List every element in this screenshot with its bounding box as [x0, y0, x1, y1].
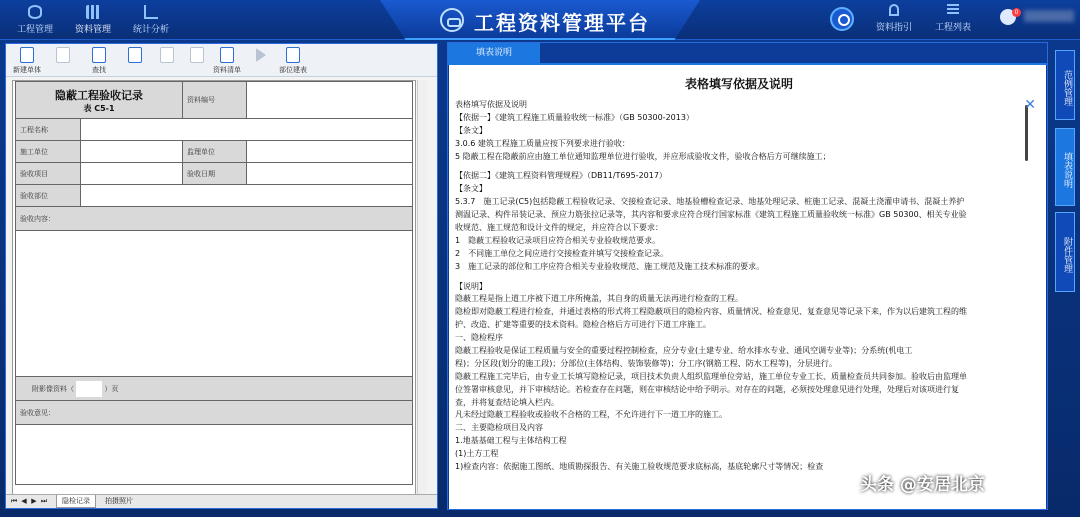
list-icon — [947, 4, 959, 16]
acceptance-date-label: 验收日期 — [183, 163, 247, 185]
instruction-line: 隐检即对隐蔽工程进行检查，并通过表格的形式将工程隐蔽项目的隐检内容、质量情况、检查意见、复查意见等记录下来，作为以后建筑工程的维 — [455, 307, 967, 317]
copy-button[interactable] — [180, 47, 214, 75]
instruction-line: 表格填写依据及说明 — [455, 100, 527, 109]
headset-icon[interactable] — [830, 7, 854, 31]
opinion-label: 验收意见： — [16, 401, 413, 425]
tab-examples[interactable]: 范例管理 — [1055, 50, 1075, 120]
prev-sheet-icon[interactable]: ◀ — [21, 497, 27, 505]
instruction-line: 1 隐蔽工程验收记录项目应符合相关专业验收规范要求。 — [455, 235, 661, 245]
acceptance-date-field[interactable] — [247, 163, 413, 185]
instructions-title: 表格填写依据及说明 — [684, 77, 793, 91]
title-block — [380, 0, 700, 40]
form-document — [12, 80, 416, 496]
grid-table-icon — [286, 47, 300, 63]
chart-icon — [144, 5, 158, 19]
instruction-line: 隐蔽工程验收是保证工程质量与安全的重要过程控制检查，应分专业(土建专业、给水排水专业、通风空调专业等)；分系统(机电工 — [455, 346, 913, 356]
database-icon — [28, 5, 42, 19]
instruction-line: 5 隐蔽工程在隐蔽前应由施工单位通知监理单位进行验收，并应形成验收文件，验收合格后方可继续施工； — [455, 151, 831, 161]
instruction-line: 收规范、施工规范和设计文件的规定，并应符合以下要求： — [455, 223, 663, 233]
close-icon[interactable]: ✕ — [1024, 97, 1036, 113]
watermark: 头条 @安居北京 — [860, 475, 985, 495]
top-bar — [0, 0, 1080, 40]
content-field[interactable] — [16, 231, 413, 377]
form-editor-panel — [5, 43, 438, 509]
attachment-suffix: ）页 — [104, 384, 119, 393]
project-name-label: 工程名称 — [16, 119, 81, 141]
print-icon — [128, 47, 142, 63]
instruction-line: 一、隐检程序 — [455, 333, 503, 343]
nav-label: 统计分析 — [132, 25, 169, 35]
doc-number-label: 资料编号 — [183, 82, 247, 119]
tab-fill-instructions[interactable]: 填表说明 — [448, 43, 540, 63]
project-name-field[interactable] — [81, 119, 413, 141]
instruction-line: 1)检查内容：依据施工图纸、地质勘探报告、有关施工验收规范要求底标高，基底轮廓尺寸等情况；检查 — [455, 462, 824, 472]
opinion-field[interactable] — [16, 425, 413, 485]
first-sheet-icon[interactable]: ⏮ — [10, 497, 18, 505]
sheet-tab-bar — [6, 494, 437, 508]
new-unit-button[interactable]: 新建单体 — [10, 47, 44, 75]
instruction-line: 【条文】 — [455, 125, 487, 135]
attachment-label: 附影像资料（ — [32, 384, 74, 393]
instruction-line: 测温记录、构件吊装记录、预应力筋张拉记录等，其内容和要求应符合现行国家标准《建筑工程施工质量验收统一标准》GB 50300、相关专业验 — [455, 210, 967, 220]
supervision-unit-label: 监理单位 — [183, 141, 247, 163]
books-icon — [86, 5, 100, 19]
tab-fill-instructions-side[interactable]: 填表说明 — [1055, 128, 1075, 206]
home-icon — [56, 47, 70, 63]
instruction-line: 查，并将复查结论填入栏内。 — [455, 397, 559, 407]
print-button[interactable] — [118, 47, 152, 75]
construction-unit-label: 施工单位 — [16, 141, 81, 163]
instruction-line: (1)土方工程 — [455, 449, 499, 459]
app-title: 工程资料管理平台 — [474, 11, 650, 35]
notification-badge: 0 — [1012, 8, 1021, 17]
form-title: 隐蔽工程验收记录 — [55, 88, 143, 102]
tab-photos[interactable]: 拍摄照片 — [105, 497, 133, 505]
location-table-button[interactable]: 部位建表 — [276, 47, 310, 75]
nav-statistics[interactable] — [126, 3, 176, 37]
send-button[interactable] — [244, 47, 278, 75]
send-icon — [256, 48, 266, 62]
nav-project-management[interactable] — [10, 3, 60, 37]
document-list-button[interactable]: 资料清单 — [210, 47, 244, 75]
supervision-unit-field[interactable] — [247, 141, 413, 163]
form-code: 表 C5-1 — [83, 103, 115, 113]
instruction-line: 5.3.7 施工记录(C5)包括隐蔽工程验收记录、交接检查记录、地基验槽检查记录、地基处理记录、桩施工记录、混凝土浇灌申请书、混凝土养护 — [455, 197, 965, 207]
instruction-line: 凡未经过隐蔽工程验收或验收不合格的工程，不允许进行下一道工序的施工。 — [455, 410, 727, 420]
tab-inspection-record[interactable]: 隐检记录 — [56, 495, 96, 508]
acceptance-location-field[interactable] — [81, 185, 413, 207]
nav-label: 资料管理 — [74, 25, 111, 35]
home-button[interactable] — [46, 47, 80, 75]
user-name-blurred — [1024, 10, 1074, 22]
checklist-icon — [220, 47, 234, 63]
find-button[interactable]: 查找 — [82, 47, 116, 75]
attachment-pages-field[interactable] — [76, 381, 102, 397]
instruction-line: 二、主要隐检项目及内容 — [455, 423, 543, 433]
lightbulb-icon — [889, 4, 899, 16]
acceptance-item-label: 验收项目 — [16, 163, 81, 185]
instruction-line: 护、改造、扩建等重要的技术资料。隐检合格后方可进行下道工序施工。 — [455, 320, 711, 330]
instruction-line: 3 施工记录的部位和工序应符合相关专业验收规范、施工规范及施工技术标准的要求。 — [455, 261, 765, 271]
editor-toolbar — [6, 44, 437, 77]
instruction-line: 1.地基基础工程与主体结构工程 — [455, 436, 567, 446]
instruction-line — [455, 274, 1025, 281]
new-document-icon — [20, 47, 34, 63]
search-document-icon — [92, 47, 106, 63]
nav-document-management[interactable] — [68, 3, 118, 37]
instructions-scrollbar[interactable] — [1025, 105, 1028, 161]
guide-button[interactable]: 资料指引 — [876, 3, 912, 33]
instruction-line: 【说明】 — [455, 281, 487, 291]
instructions-panel — [447, 42, 1048, 510]
nav-label: 工程管理 — [16, 25, 53, 35]
construction-unit-field[interactable] — [81, 141, 183, 163]
instruction-line: 隐蔽工程施工完毕后，由专业工长填写隐检记录，项目技术负责人组织监理单位旁站，施工单位专业工长、质量检查员共同参加。验收后由监理单 — [455, 371, 967, 381]
instruction-line: 【依据二】《建筑工程资料管理规程》（DB11/T695-2017） — [455, 171, 667, 181]
instruction-line: 程)；分区段(划分的施工段)；分部位(主体结构、装饰装修等)；分工序(钢筋工程、防水工程等)，分层进行。 — [455, 358, 837, 368]
instructions-body — [455, 99, 1025, 474]
instruction-line: 隐蔽工程是指上道工序被下道工序所掩盖，其自身的质量无法再进行检查的工程。 — [455, 294, 743, 304]
doc-number-field[interactable] — [247, 82, 413, 119]
acceptance-location-label: 验收部位 — [16, 185, 81, 207]
instruction-line: 【条文】 — [455, 184, 487, 194]
save-button[interactable] — [150, 47, 184, 75]
platform-logo — [440, 8, 464, 32]
instruction-line: 位签署审核意见，并下审核结论。若检查存在问题，则在审核结论中给予明示。对存在的问题，必须按处理意见进行处理，处理后对该项进行复 — [455, 384, 959, 394]
instruction-line: 【依据一】《建筑工程施工质量验收统一标准》（GB 50300-2013） — [455, 112, 694, 122]
document-scrollbar[interactable] — [417, 80, 427, 496]
instructions-document — [449, 65, 1046, 509]
instruction-line — [455, 163, 1025, 170]
content-label: 验收内容： — [16, 207, 413, 231]
project-list-button[interactable]: 工程列表 — [935, 3, 971, 33]
hidden-works-acceptance-form — [15, 81, 413, 485]
acceptance-item-field[interactable] — [81, 163, 183, 185]
next-sheet-icon[interactable]: ▶ — [31, 497, 37, 505]
tab-attachments[interactable]: 附件管理 — [1055, 212, 1075, 292]
save-icon — [160, 47, 174, 63]
copy-icon — [190, 47, 204, 63]
instruction-line: 2 不同施工单位之间应进行交接检查并填写交接检查记录。 — [455, 248, 669, 258]
last-sheet-icon[interactable]: ⏭ — [40, 497, 48, 505]
instruction-line: 3.0.6 建筑工程施工质量应按下列要求进行验收： — [455, 138, 630, 148]
